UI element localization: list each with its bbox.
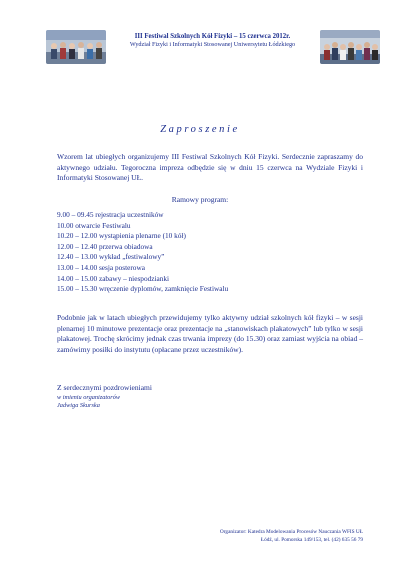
- header-photo-right: [320, 30, 380, 64]
- program-item: 14.00 – 15.00 zabawy – niespodzianki: [57, 273, 170, 283]
- header-photo-left: [46, 30, 106, 64]
- details-paragraph: Podobnie jak w latach ubiegłych przewidujemy tylko aktywny udział szkolnych kół fizyki – w sesji plenarnej 10 minutowe prezentacje oraz prezentacje na „stanowiskach plakatowych” lub tylko w sesji plakatowej. Trochę skrócimy jednak czas trwania imprezy (do 15.30) oraz zamiast wyjścia na obiad – zamówimy posiłki do instytutu (opłacane przez uczestników).: [57, 313, 363, 354]
- signature-name: Jadwiga Skurska: [57, 402, 100, 410]
- program-item: 15.00 – 15.30 wręczenie dyplomów, zamknięcie Festiwalu: [57, 284, 229, 294]
- program-item: 9.00 – 09.45 rejestracja uczestników: [57, 210, 164, 219]
- faculty-name: Wydział Fizyki i Informatyki Stosowanej Uniwersytetu Łódzkiego: [129, 41, 296, 48]
- program-item: 12.40 – 13.00 wykład „festiwalowy”: [57, 252, 165, 262]
- intro-paragraph: Wzorem lat ubiegłych organizujemy III Festiwal Szkolnych Kół Fizyki. Serdecznie zapraszamy do aktywnego udziału. Tegoroczna impreza odbędzie się w dniu 15 czerwca na Wydziale Fizyki i Informatyki Stosowanej UŁ.: [57, 152, 363, 182]
- program-item: 13.00 – 14.00 sesja posterowa: [57, 262, 145, 272]
- closing-greeting: Z serdecznymi pozdrowieniami: [57, 383, 152, 392]
- footer-address: Łódź, ul. Pomorska 149/153, tel. (42) 635 56 79: [260, 537, 363, 543]
- program-title: Ramowy program:: [171, 195, 229, 204]
- program-item: 10.00 otwarcie Festiwalu: [57, 220, 131, 230]
- footer: [220, 528, 363, 544]
- document-header: [110, 32, 315, 49]
- festival-title: III Festiwal Szkolnych Kół Fizyki – 15 czerwca 2012r.: [134, 33, 291, 40]
- program-item: 10.20 – 12.00 wystąpienia plenarne (10 kół): [57, 231, 186, 241]
- program-list: [57, 210, 357, 295]
- footer-organizer: Organizator: Katedra Modelowania Procesów Nauczania WFIS UŁ: [219, 529, 363, 535]
- invitation-heading: Zaproszenie: [160, 124, 240, 135]
- signature-on-behalf: w imieniu organizatorów: [57, 394, 121, 401]
- signature-block: [57, 394, 120, 411]
- program-item: 12.00 – 12.40 przerwa obiadowa: [57, 241, 153, 251]
